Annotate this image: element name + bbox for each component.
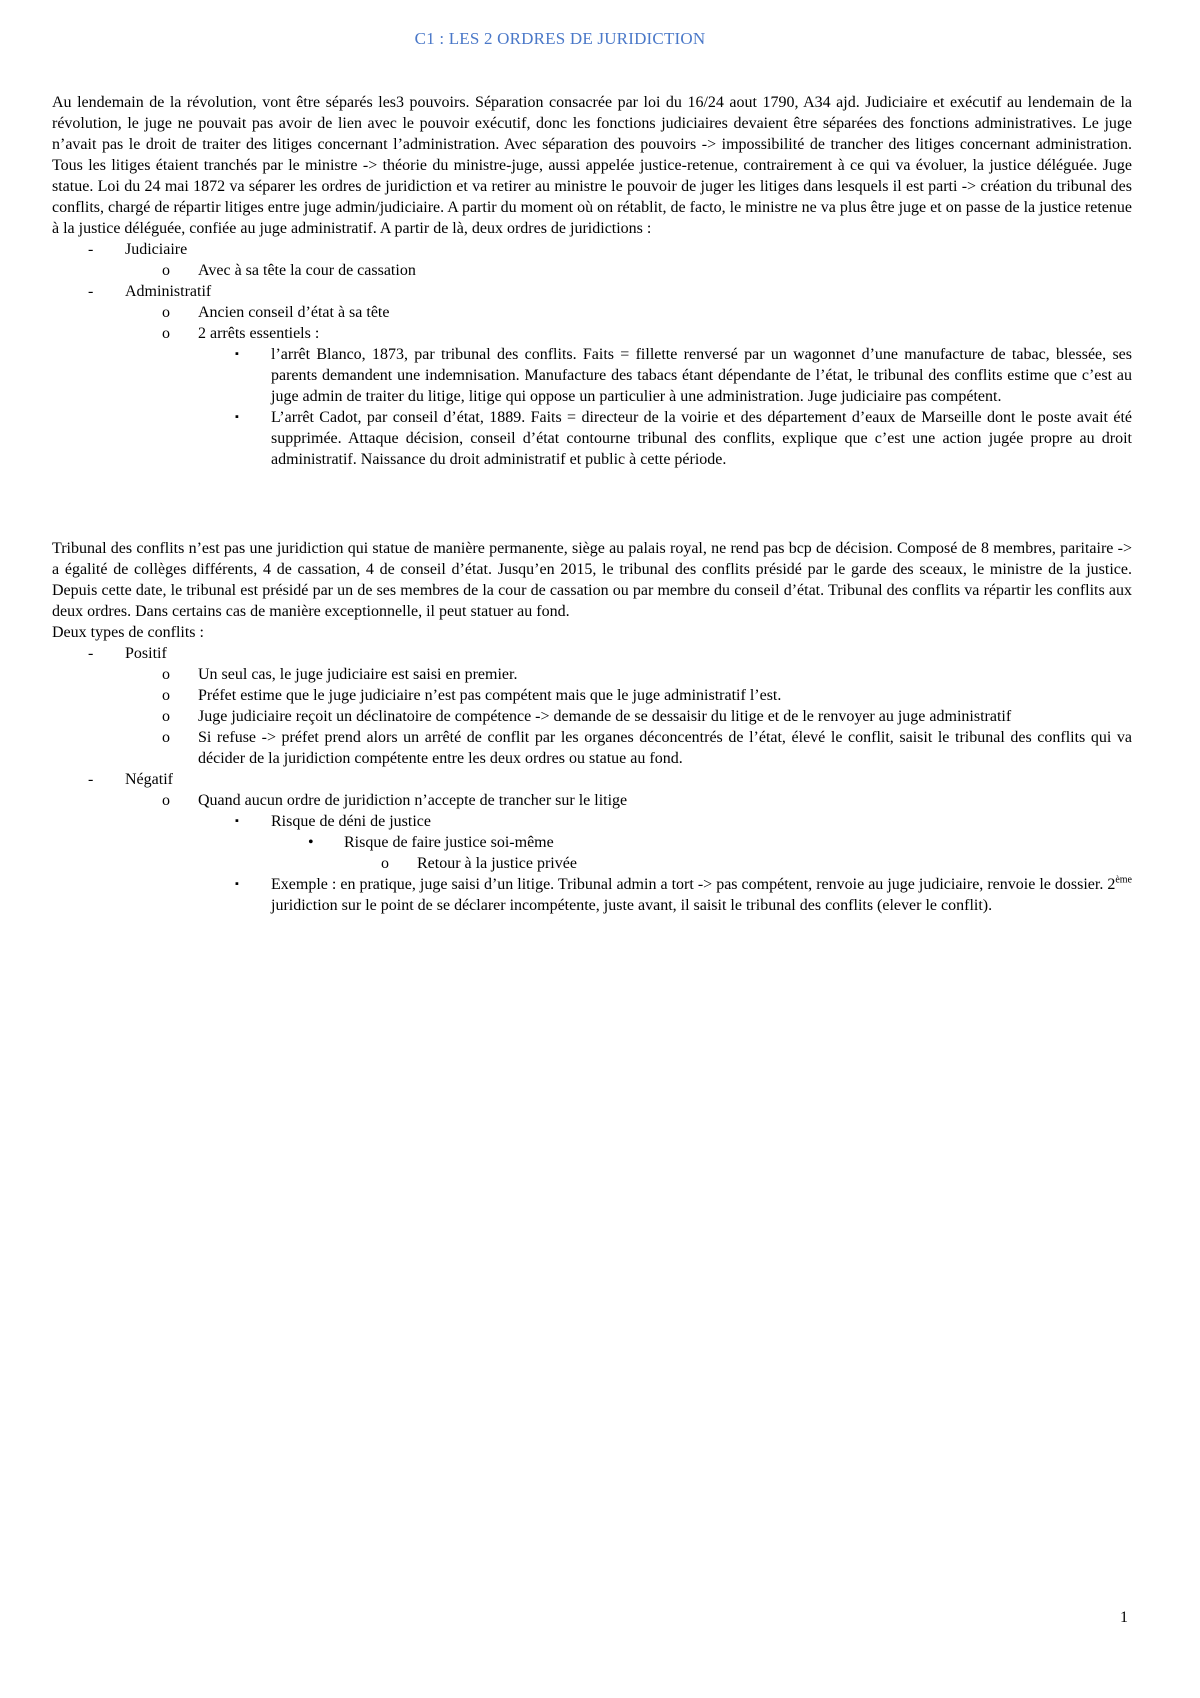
list-item-risque-sub — [52, 832, 1132, 853]
square-marker: ▪ — [235, 348, 239, 360]
page-number: 1 — [1120, 1609, 1128, 1626]
list-item-label: Administratif — [125, 283, 212, 300]
square-marker: ▪ — [235, 878, 239, 890]
dash-marker: - — [88, 241, 94, 258]
list-item-admin-sub2 — [52, 323, 1132, 344]
list-item-text: L’arrêt Cadot, par conseil d’état, 1889. Faits = directeur de la voirie et des département d’eaux de Marseille dont le poste avait été supprimée. Attaque décision, conseil d’état contourne tribunal des conflits, explique que c’est une action jugée propre au droit administratif. Naissance du droit administratif et public à cette période. — [271, 409, 1132, 468]
list-item-text: Un seul cas, le juge judiciaire est saisi en premier. — [198, 666, 518, 683]
list-item-text: Préfet estime que le juge judiciaire n’est pas compétent mais que le juge administratif l’est. — [198, 687, 782, 704]
intro-paragraph: Au lendemain de la révolution, vont être séparés les3 pouvoirs. Séparation consacrée par loi du 16/24 aout 1790, A34 ajd. Judiciaire et exécutif au lendemain de la révolution, le juge ne pouvait pas avoir de lien avec le pouvoir exécutif, donc les fonctions judiciaires devaient être séparées des fonctions administratives. Le juge n’avait pas le droit de traiter des litiges concernant l’administration. Avec séparation des pouvoirs -> impossibilité de trancher des litiges concernant administration. Tous les litiges étaient tranchés par le ministre -> théorie du ministre-juge, aussi appelée justice-retenue, contrairement à ce qui va évoluer, la justice déléguée. Juge statue. Loi du 24 mai 1872 va séparer les ordres de juridiction et va retirer au ministre le pouvoir de juger les litiges dans lesquels il est parti -> création du tribunal des conflits, chargé de répartir litiges entre juge admin/judiciaire. A partir du moment où on rétablit, de facto, le ministre ne va plus être juge et on passe de la justice retenue à la justice déléguée, confiée au juge administratif. A partir de là, deux ordres de juridictions : — [52, 94, 1132, 237]
list-item-label: Judiciaire — [125, 241, 188, 258]
list-item-text: Juge judiciaire reçoit un déclinatoire de compétence -> demande de se dessaisir du litige et de le renvoyer au juge administratif — [198, 708, 1012, 725]
list-item-risque — [52, 811, 1132, 832]
list-item-arret-cadot — [52, 407, 1132, 470]
list-item-text: Risque de faire justice soi-même — [344, 834, 554, 851]
circle-marker: o — [162, 708, 170, 725]
list-item-label: Négatif — [125, 771, 173, 788]
list-item-positif — [52, 643, 1132, 664]
exemple-text-end: juridiction sur le point de se déclarer incompétente, juste avant, il saisit le tribunal des conflits (elever le conflit). — [271, 897, 993, 914]
bullet-marker: • — [308, 834, 314, 851]
circle-marker: o — [162, 304, 170, 321]
exemple-superscript: ème — [1115, 874, 1132, 886]
list-item-positif-1 — [52, 664, 1132, 685]
list-item-text: Quand aucun ordre de juridiction n’accepte de trancher sur le litige — [198, 792, 628, 809]
list-item-negatif-1 — [52, 790, 1132, 811]
list-item-administratif — [52, 281, 1132, 302]
list-item-label: Avec à sa tête la cour de cassation — [198, 262, 416, 279]
dash-marker: - — [88, 283, 94, 300]
types-heading: Deux types de conflits : — [52, 624, 204, 641]
circle-marker: o — [162, 325, 170, 342]
list-item-label: Ancien conseil d’état à sa tête — [198, 304, 390, 321]
page-title: C1 : LES 2 ORDRES DE JURIDICTION — [414, 29, 706, 48]
list-item-admin-sub1 — [52, 302, 1132, 323]
list-item-judiciaire — [52, 239, 1132, 260]
circle-marker: o — [162, 262, 170, 279]
section-intro — [52, 92, 1132, 470]
circle-marker: o — [381, 855, 389, 872]
list-item-label: 2 arrêts essentiels : — [198, 325, 320, 342]
circle-marker: o — [162, 792, 170, 809]
list-item-risque-sub2 — [52, 853, 1132, 874]
tribunal-paragraph: Tribunal des conflits n’est pas une juridiction qui statue de manière permanente, siège au palais royal, ne rend pas bcp de décision. Composé de 8 membres, paritaire -> a égalité de collèges différents, 4 de cassation, 4 de conseil d’état. Jusqu’en 2015, le tribunal des conflits présidé par le garde des sceaux, le ministre de la justice. Depuis cette date, le tribunal est présidé par un de ses membres de la cour de cassation ou par membre du conseil d’état. Tribunal des conflits va répartir les conflits aux deux ordres. Dans certains cas de manière exceptionnelle, il peut statuer au fond. — [52, 540, 1132, 620]
dash-marker: - — [88, 771, 94, 788]
list-item-text: l’arrêt Blanco, 1873, par tribunal des conflits. Faits = fillette renversé par un wagonnet d’une manufacture de tabac, blessée, ses parents demandent une indemnisation. Manufacture des tabacs étant dépendante de l’état, le tribunal des conflits estime que c’est au juge admin de traiter du litige, litige qui oppose un particulier à une administration. Juge judiciaire pas compétent. — [271, 346, 1132, 405]
dash-marker: - — [88, 645, 94, 662]
list-item-positif-4 — [52, 727, 1132, 769]
list-item-negatif — [52, 769, 1132, 790]
square-marker: ▪ — [235, 411, 239, 423]
list-item-text: Si refuse -> préfet prend alors un arrêté de conflit par les organes déconcentrés de l’état, élevé le conflit, saisit le tribunal des conflits qui va décider de la juridiction compétente entre les deux ordres ou statue au fond. — [198, 729, 1132, 767]
list-item-positif-3 — [52, 706, 1132, 727]
list-item-text: Retour à la justice privée — [417, 855, 577, 872]
list-item-exemple — [52, 874, 1132, 916]
list-item-text: Risque de déni de justice — [271, 813, 431, 830]
list-item-arret-blanco — [52, 344, 1132, 407]
circle-marker: o — [162, 687, 170, 704]
list-item-positif-2 — [52, 685, 1132, 706]
list-item-judiciaire-sub — [52, 260, 1132, 281]
list-item-text — [271, 874, 1132, 916]
list-item-label: Positif — [125, 645, 167, 662]
exemple-text-start: Exemple : en pratique, juge saisi d’un litige. Tribunal admin a tort -> pas compétent, renvoie au juge judiciaire, renvoie le dossier. 2 — [271, 876, 1116, 893]
circle-marker: o — [162, 729, 170, 746]
section-tribunal — [52, 538, 1132, 916]
square-marker: ▪ — [235, 815, 239, 827]
circle-marker: o — [162, 666, 170, 683]
